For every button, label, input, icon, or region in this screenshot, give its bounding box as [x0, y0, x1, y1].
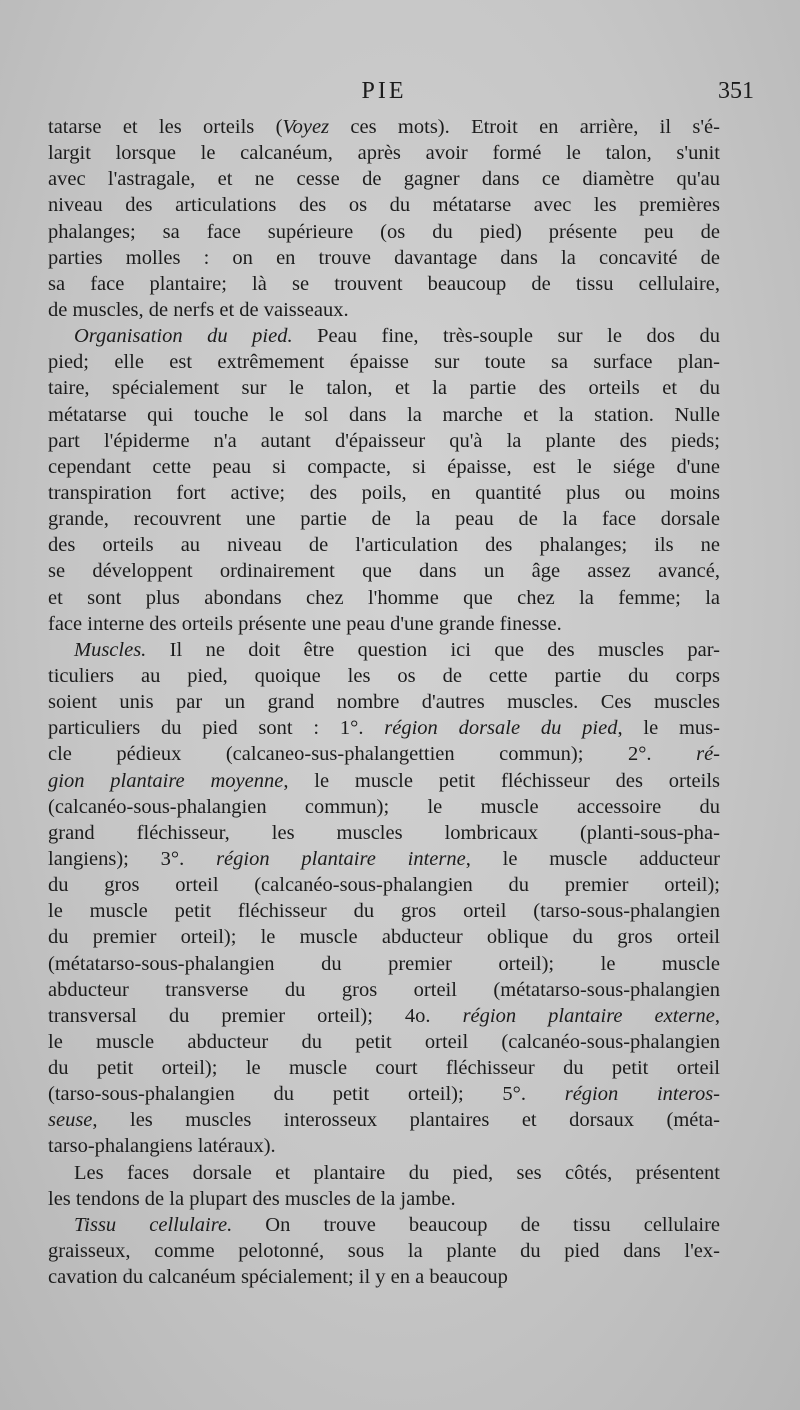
text-line — [48, 140, 720, 166]
text-line — [48, 532, 720, 558]
text-run: les tendons de la plupart des muscles de la jambe. — [48, 1187, 456, 1210]
text-run: des orteils au niveau de l'articulation des phalanges; ils ne — [48, 534, 720, 557]
text-run: tarso-phalangiens latéraux). — [48, 1135, 276, 1158]
text-line — [48, 192, 720, 218]
text-line — [48, 166, 720, 192]
text-line — [48, 951, 720, 977]
text-line — [48, 1081, 720, 1107]
text-line — [48, 924, 720, 950]
text-run: On trouve beaucoup de tissu cellulaire — [232, 1213, 720, 1236]
text-run: métatarse qui touche le sol dans la marche et la station. Nulle — [48, 403, 720, 426]
text-run: grand fléchisseur, les muscles lombricaux (planti-sous-pha- — [48, 821, 720, 844]
text-run: , — [714, 1004, 720, 1027]
text-run: niveau des articulations des os du métatarse avec les premières — [48, 194, 720, 217]
text-line — [48, 1107, 720, 1133]
italic-run: région interos- — [564, 1083, 720, 1106]
text-line — [48, 846, 720, 872]
italic-run: Tissu cellulaire. — [74, 1213, 233, 1236]
text-run: de muscles, de nerfs et de vaisseaux. — [48, 298, 349, 321]
text-line — [48, 349, 720, 375]
italic-run: Voyez — [282, 116, 330, 138]
text-run: ticuliers au pied, quoique les os de cette partie du corps — [48, 664, 720, 687]
italic-run: Organisation du pied. — [74, 325, 293, 348]
text-line — [48, 585, 720, 611]
text-run: abducteur transverse du gros orteil (métatarso-sous-phalangien — [48, 978, 720, 1001]
text-line — [48, 402, 720, 428]
text-run: taire, spécialement sur le talon, et la partie des orteils et du — [48, 377, 720, 400]
text-line — [48, 663, 720, 689]
italic-run: région plantaire interne — [216, 847, 466, 870]
text-run: du gros orteil (calcanéo-sous-phalangien du premier orteil); — [48, 874, 720, 897]
text-run: graisseux, comme pelotonné, sous la plante du pied dans l'ex- — [48, 1240, 720, 1263]
text-line — [48, 375, 720, 401]
text-run: pied; elle est extrêmement épaisse sur toute sa surface plan- — [48, 351, 720, 374]
italic-run: ré- — [696, 743, 720, 766]
text-line — [48, 1003, 720, 1029]
text-run: , les muscles interosseux plantaires et dorsaux (méta- — [92, 1109, 720, 1132]
text-line — [48, 741, 720, 767]
text-run: du petit orteil); le muscle court fléchisseur du petit orteil — [48, 1057, 720, 1080]
text-run: parties molles : on en trouve davantage dans la concavité de — [48, 246, 720, 269]
text-line — [48, 428, 720, 454]
text-line — [48, 297, 720, 323]
text-run: le muscle abducteur du petit orteil (calcanéo-sous-phalangien — [48, 1030, 720, 1053]
text-line — [48, 689, 720, 715]
text-line — [48, 715, 720, 741]
text-run: part l'épiderme n'a autant d'épaisseur qu'à la plante des pieds; — [48, 429, 720, 452]
text-line — [48, 1160, 720, 1186]
text-line — [48, 794, 720, 820]
italic-run: Muscles. — [74, 638, 147, 661]
text-run: ces mots). Etroit en arrière, il s'é- — [329, 116, 720, 138]
text-line — [48, 480, 720, 506]
running-head-title: PIE — [361, 78, 407, 104]
text-line — [48, 454, 720, 480]
text-run: et sont plus abondans chez l'homme que chez la femme; la — [48, 586, 720, 609]
text-line — [48, 872, 720, 898]
text-line — [48, 977, 720, 1003]
text-run: (métatarso-sous-phalangien du premier orteil); le muscle — [48, 952, 720, 975]
text-run: transpiration fort active; des poils, en quantité plus ou moins — [48, 481, 720, 504]
text-line — [48, 768, 720, 794]
text-line — [48, 611, 720, 637]
text-run: face interne des orteils présente une peau d'une grande finesse. — [48, 612, 562, 635]
text-run: largit lorsque le calcanéum, après avoir formé le talon, s'unit — [48, 142, 720, 165]
page-number: 351 — [718, 78, 754, 104]
text-run: Il ne doit être question ici que des muscles par- — [146, 638, 720, 661]
text-line — [48, 1029, 720, 1055]
text-line — [48, 245, 720, 271]
text-run: Les faces dorsale et plantaire du pied, ses côtés, présentent — [74, 1161, 720, 1184]
text-run: grande, recouvrent une partie de la peau de la face dorsale — [48, 508, 720, 531]
text-line — [48, 820, 720, 846]
text-line — [48, 558, 720, 584]
text-line — [48, 1055, 720, 1081]
text-line — [48, 219, 720, 245]
text-run: phalanges; sa face supérieure (os du pied) présente peu de — [48, 220, 720, 243]
text-line — [48, 1133, 720, 1159]
text-run: langiens); 3°. — [48, 847, 217, 870]
text-line — [48, 1186, 720, 1212]
text-line — [48, 506, 720, 532]
text-run: , le mus- — [617, 717, 720, 740]
text-line — [48, 323, 720, 349]
body-text — [48, 114, 720, 1290]
italic-run: seuse — [48, 1109, 93, 1132]
text-run: transversal du premier orteil); 4o. — [48, 1004, 463, 1027]
text-run: particuliers du pied sont : 1°. — [48, 717, 385, 740]
text-run: Peau fine, très-souple sur le dos du — [292, 325, 720, 348]
italic-run: région dorsale du pied — [384, 717, 618, 740]
text-line — [48, 898, 720, 924]
text-run: tatarse et les orteils ( — [48, 116, 283, 138]
italic-run: gion plantaire moyenne — [48, 769, 284, 792]
text-line — [48, 1212, 720, 1238]
text-line — [48, 114, 720, 140]
text-run: se développent ordinairement que dans un âge assez avancé, — [48, 560, 720, 583]
text-run: , le muscle adducteur — [465, 847, 720, 870]
text-run: , le muscle petit fléchisseur des orteils — [283, 769, 720, 792]
text-run: du premier orteil); le muscle abducteur oblique du gros orteil — [48, 926, 720, 949]
italic-run: région plantaire externe — [462, 1004, 715, 1027]
text-run: cavation du calcanéum spécialement; il y en a beaucoup — [48, 1266, 508, 1289]
text-run: sa face plantaire; là se trouvent beaucoup de tissu cellulaire, — [48, 272, 720, 295]
text-run: (calcanéo-sous-phalangien commun); le muscle accessoire du — [48, 795, 720, 818]
text-line — [48, 271, 720, 297]
text-line — [48, 1238, 720, 1264]
text-run: cle pédieux (calcaneo-sus-phalangettien commun); 2°. — [48, 743, 697, 766]
text-run: le muscle petit fléchisseur du gros orteil (tarso-sous-phalangien — [48, 900, 720, 923]
text-line — [48, 1264, 720, 1290]
text-run: cependant cette peau si compacte, si épaisse, est le siége d'une — [48, 455, 720, 478]
running-head — [48, 78, 754, 114]
text-run: soient unis par un grand nombre d'autres muscles. Ces muscles — [48, 691, 720, 714]
text-run: avec l'astragale, et ne cesse de gagner dans ce diamètre qu'au — [48, 168, 720, 191]
text-line — [48, 637, 720, 663]
text-run: (tarso-sous-phalangien du petit orteil); 5°. — [48, 1083, 565, 1106]
